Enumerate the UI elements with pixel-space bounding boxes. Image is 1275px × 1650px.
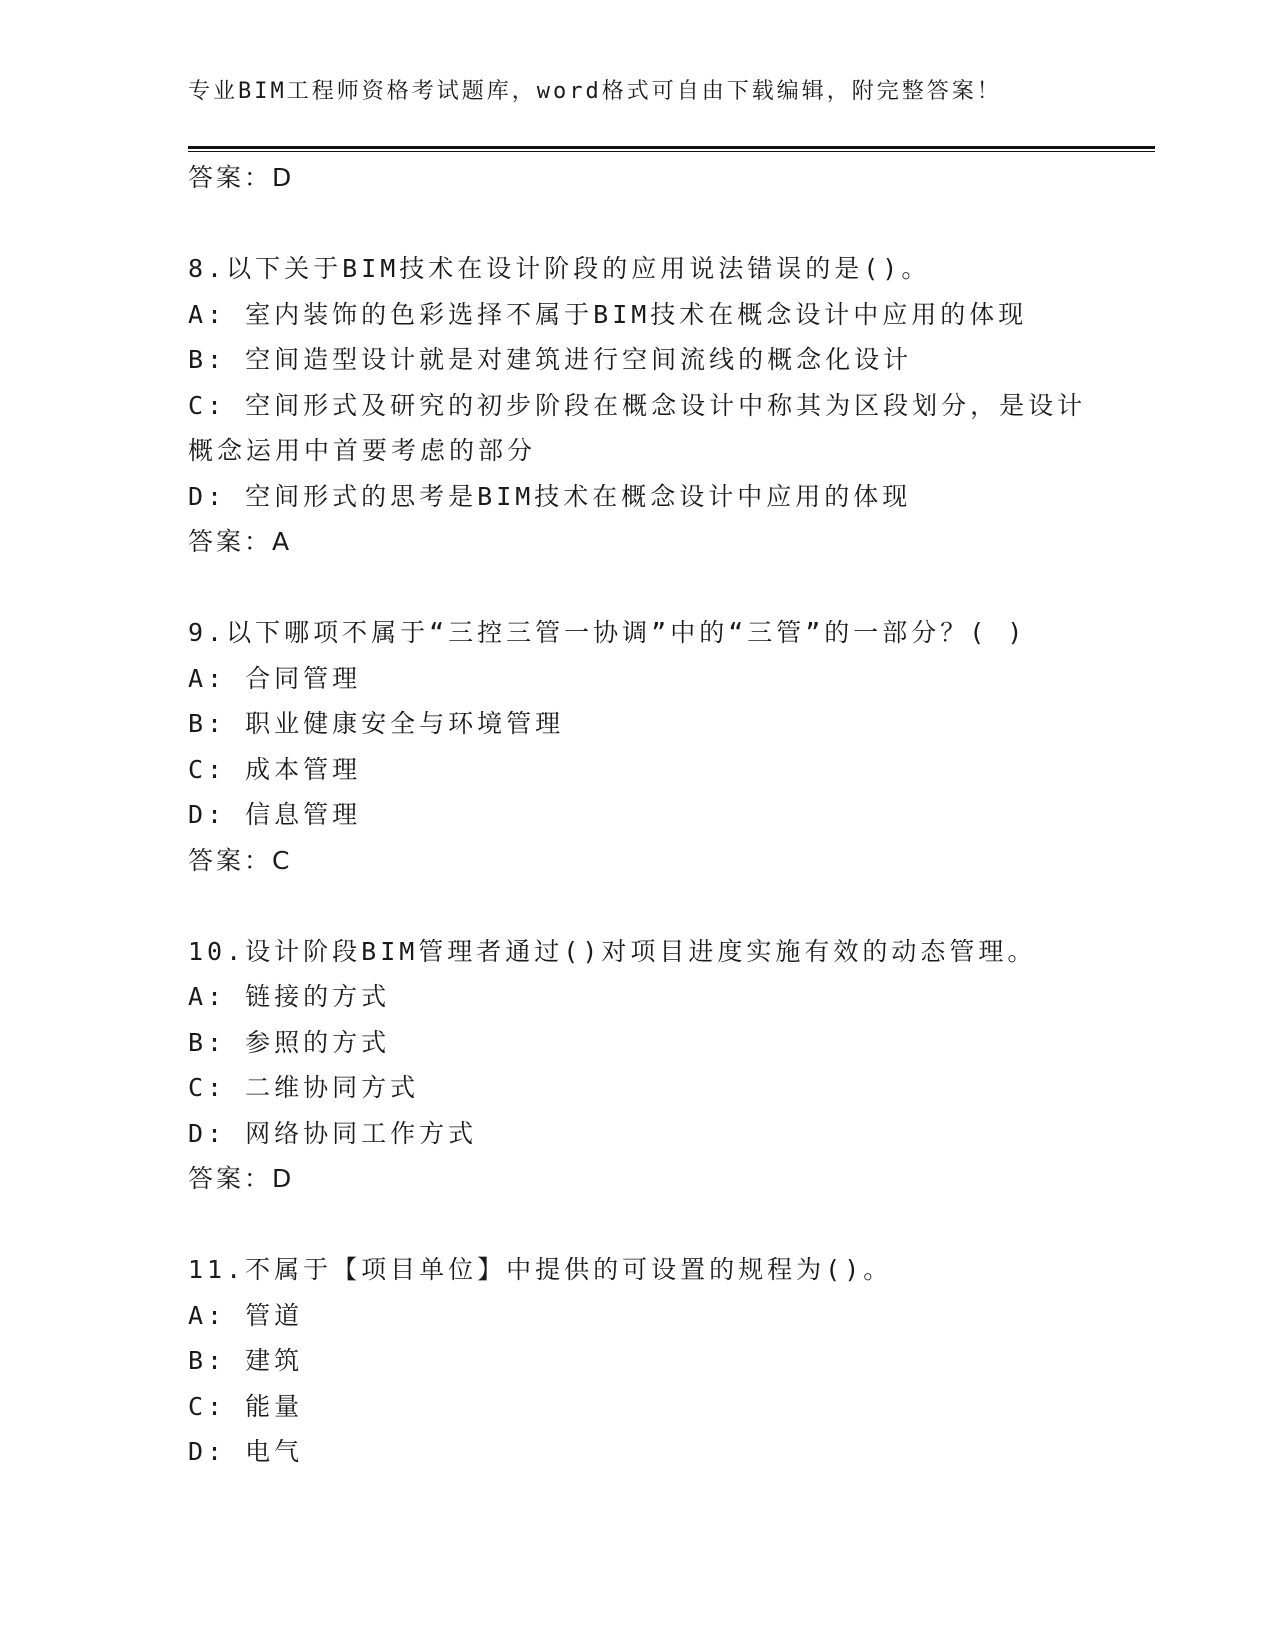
option-d: D: 空间形式的思考是BIM技术在概念设计中应用的体现 [188,481,912,511]
question-stem: 8.以下关于BIM技术在设计阶段的应用说法错误的是()。 [188,254,931,283]
option-b: B: 建筑 [188,1346,304,1375]
option-c: C: 空间形式及研究的初步阶段在概念设计中称其为区段划分，是设计 [188,390,1087,420]
spacer [188,1202,1148,1248]
option-c: C: 能量 [188,1391,304,1421]
question-stem: 11.不属于【项目单位】中提供的可设置的规程为()。 [188,1255,893,1284]
option-d: D: 电气 [188,1437,304,1466]
page-header: 专业BIM工程师资格考试题库，word格式可自由下载编辑，附完整答案！ [188,79,1002,104]
answer-line: 答案：C [188,845,293,875]
question-10 [188,929,1148,1202]
answer-line: 答案：D [188,1164,295,1193]
spacer [188,565,1148,611]
question-11 [188,1247,1148,1475]
option-a: A: 链接的方式 [188,982,391,1011]
spacer [188,883,1148,929]
question-8 [188,246,1148,565]
option-b: B: 职业健康安全与环境管理 [188,709,565,738]
spacer [188,201,1148,247]
option-c: C: 成本管理 [188,754,362,784]
header-rule-thin [188,151,1155,152]
option-a: A: 合同管理 [188,663,362,693]
option-d: D: 网络协同工作方式 [188,1118,478,1148]
answer-line: 答案：D [188,163,295,192]
question-stem: 10.设计阶段BIM管理者通过()对项目进度实施有效的动态管理。 [188,936,1037,966]
answer-line: 答案：A [188,527,293,556]
document-body [188,155,1148,1475]
header-rule-thick [188,146,1155,149]
option-a: A: 管道 [188,1300,304,1330]
option-d: D: 信息管理 [188,800,362,829]
question-9 [188,610,1148,883]
option-a: A: 室内装饰的色彩选择不属于BIM技术在概念设计中应用的体现 [188,299,1028,329]
option-b: B: 参照的方式 [188,1027,391,1057]
option-c-continued: 概念运用中首要考虑的部分 [188,436,537,465]
option-b: B: 空间造型设计就是对建筑进行空间流线的概念化设计 [188,345,913,374]
option-c: C: 二维协同方式 [188,1073,420,1102]
question-stem: 9.以下哪项不属于“三控三管一协调”中的“三管”的一部分？( ) [188,618,1027,647]
